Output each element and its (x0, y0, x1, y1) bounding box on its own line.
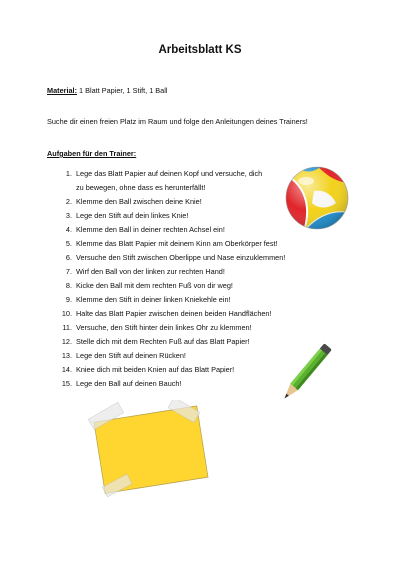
task-text: Lege den Stift auf dein linkes Knie! (76, 211, 189, 220)
task-number: 1. (65, 169, 72, 178)
list-item (58, 265, 308, 279)
task-text: Lege den Ball auf deinen Bauch! (76, 379, 182, 388)
task-text: Versuche, den Stift hinter dein linkes Ohr zu klemmen! (76, 323, 252, 332)
task-number: 14. (61, 365, 72, 374)
list-item (58, 349, 308, 363)
list-item (58, 363, 308, 377)
task-text: Klemme den Ball in deiner rechten Achsel ein! (76, 225, 225, 234)
pencil-icon (277, 340, 333, 413)
task-number: 3. (65, 211, 72, 220)
task-number: 7. (65, 267, 72, 276)
sticky-note-icon (83, 400, 215, 505)
list-item (58, 209, 308, 223)
list-item (58, 223, 308, 237)
task-list (58, 167, 308, 391)
tasks-heading: Aufgaben für den Trainer: (47, 149, 137, 158)
task-number: 6. (65, 253, 72, 262)
task-number: 12. (61, 337, 72, 346)
list-item (58, 335, 308, 349)
task-number: 2. (65, 197, 72, 206)
task-number: 4. (65, 225, 72, 234)
task-text: Versuche den Stift zwischen Oberlippe und Nase einzuklemmen! (76, 253, 286, 262)
list-item (58, 279, 308, 293)
list-item (58, 307, 308, 321)
task-text: Wirf den Ball von der linken zur rechten Hand! (76, 267, 225, 276)
task-number: 5. (65, 239, 72, 248)
list-item (58, 293, 308, 307)
list-item (58, 195, 308, 209)
beach-ball-icon (284, 165, 350, 236)
task-text: Klemme den Ball zwischen deine Knie! (76, 197, 202, 206)
list-item (58, 167, 308, 195)
task-number: 9. (65, 295, 72, 304)
list-item (58, 377, 308, 391)
task-text: Halte das Blatt Papier zwischen deinen beiden Handflächen! (76, 309, 272, 318)
list-item (58, 237, 308, 251)
list-item (58, 321, 308, 335)
task-number: 15. (61, 379, 72, 388)
task-text-continuation: zu bewegen, ohne dass es herunterfällt! (76, 183, 206, 192)
page-title: Arbeitsblatt KS (158, 44, 242, 56)
task-text: Lege den Stift auf deinen Rücken! (76, 351, 186, 360)
task-number: 13. (61, 351, 72, 360)
material-label: Material: (47, 86, 78, 95)
task-text: Lege das Blatt Papier auf deinen Kopf und versuche, dich (76, 169, 263, 178)
task-number: 11. (62, 323, 72, 332)
task-number: 10. (61, 309, 72, 318)
task-text: Klemme den Stift in deiner linken Kniekehle ein! (76, 295, 231, 304)
task-text: Kicke den Ball mit dem rechten Fuß von dir weg! (76, 281, 233, 290)
list-item (58, 251, 308, 265)
task-text: Kniee dich mit beiden Knien auf das Blatt Papier! (76, 365, 235, 374)
material-value: 1 Blatt Papier, 1 Stift, 1 Ball (77, 86, 168, 95)
material-line (47, 86, 167, 95)
intro-text: Suche dir einen freien Platz im Raum und folge den Anleitungen deines Trainers! (47, 117, 308, 126)
task-text: Klemme das Blatt Papier mit deinem Kinn am Oberkörper fest! (76, 239, 278, 248)
task-text: Stelle dich mit dem Rechten Fuß auf das Blatt Papier! (76, 337, 250, 346)
task-number: 8. (65, 281, 72, 290)
task-text-wrapper (76, 167, 308, 195)
